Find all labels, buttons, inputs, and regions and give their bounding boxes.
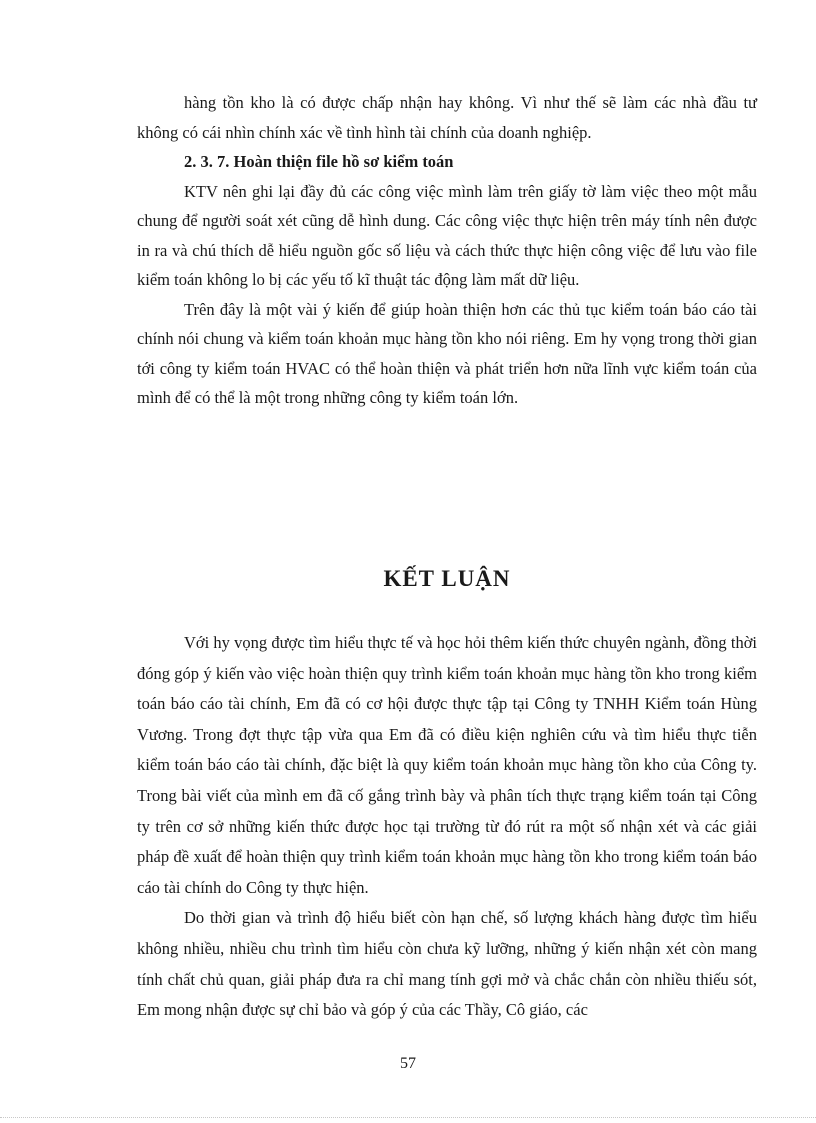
body-paragraph: Trên đây là một vài ý kiến để giúp hoàn thiện hơn các thủ tục kiểm toán báo cáo tài chính nói chung và kiểm toán khoản mục hàng tồn kho nói riêng. Em hy vọng trong thời gian tới công ty kiểm toán HVAC có thể hoàn thiện và phát triển hơn nữa lĩnh vực kiểm toán của mình để có thể là một trong những công ty kiểm toán lớn.	[137, 299, 757, 407]
conclusion-paragraph: Với hy vọng được tìm hiểu thực tế và học hỏi thêm kiến thức chuyên ngành, đồng thời đóng góp ý kiến vào việc hoàn thiện quy trình kiểm toán khoản mục hàng tồn kho trong kiểm toán báo cáo tài chính, Em đã có cơ hội được thực tập tại Công ty TNHH Kiểm toán Hùng Vương. Trong đợt thực tập vừa qua Em đã có điều kiện nghiên cứu và tìm hiểu thực tiễn kiểm toán báo cáo tài chính, đặc biệt là quy kiểm toán khoản mục hàng tồn kho của Công ty. Trong bài viết của mình em đã cố gắng trình bày và phân tích thực trạng kiểm toán tại Công ty trên cơ sở những kiến thức được học tại trường từ đó rút ra một số nhận xét và các giải pháp đề xuất để hoàn thiện quy trình kiểm toán khoản mục hàng tồn kho trong kiểm toán báo cáo tài chính do Công ty thực hiện.	[137, 633, 757, 897]
conclusion-title: KẾT LUẬN	[383, 566, 511, 591]
section-subheading: 2. 3. 7. Hoàn thiện file hồ sơ kiểm toán	[184, 152, 454, 171]
upper-body-text	[137, 88, 757, 413]
body-paragraph: KTV nên ghi lại đầy đủ các công việc mình làm trên giấy tờ làm việc theo một mẫu chung để người soát xét cũng dễ hình dung. Các công việc thực hiện trên máy tính nên được in ra và chú thích dễ hiểu nguồn gốc số liệu và cách thức thực hiện công việc để lưu vào file kiểm toán không lo bị các yếu tố kĩ thuật tác động làm mất dữ liệu.	[137, 181, 757, 289]
page-bottom-divider	[0, 1117, 816, 1118]
page-number: 57	[400, 1055, 416, 1072]
conclusion-paragraph: Do thời gian và trình độ hiểu biết còn hạn chế, số lượng khách hàng được tìm hiểu không nhiều, nhiều chu trình tìm hiểu còn chưa kỹ lưỡng, những ý kiến nhận xét còn mang tính chất chủ quan, giải pháp đưa ra chỉ mang tính gợi mở và chắc chắn còn nhiều thiếu sót, Em mong nhận được sự chỉ bảo và góp ý của các Thầy, Cô giáo, các	[137, 908, 757, 1020]
conclusion-body	[137, 628, 757, 1026]
continuation-paragraph: hàng tồn kho là có được chấp nhận hay không. Vì như thế sẽ làm các nhà đầu tư không có cái nhìn chính xác về tình hình tài chính của doanh nghiệp.	[137, 93, 757, 142]
